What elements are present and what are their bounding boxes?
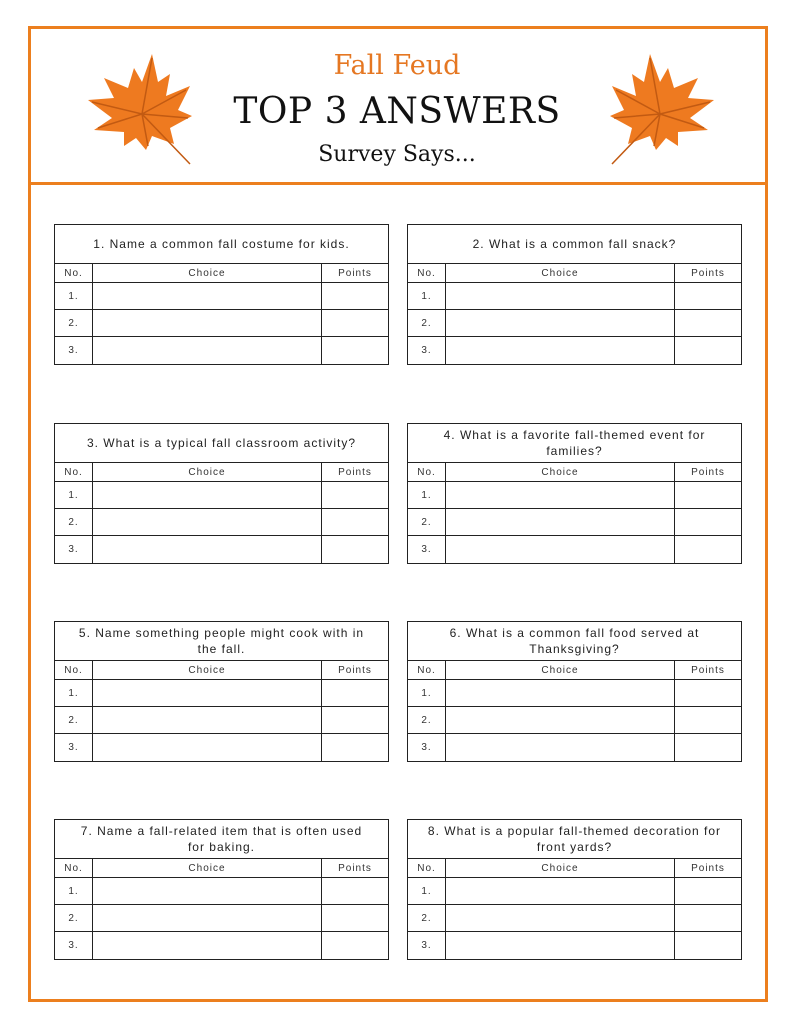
- no-header: No.: [408, 463, 446, 482]
- points-cell[interactable]: [675, 707, 741, 734]
- answer-table: [408, 264, 741, 364]
- points-cell[interactable]: [675, 932, 741, 959]
- answer-table: [408, 463, 741, 563]
- choice-header: Choice: [446, 661, 675, 680]
- no-header: No.: [55, 463, 93, 482]
- choice-cell[interactable]: [446, 482, 675, 509]
- choice-cell[interactable]: [93, 509, 322, 536]
- points-header: Points: [322, 264, 388, 283]
- points-cell[interactable]: [322, 878, 388, 905]
- answer-table: [408, 661, 741, 761]
- points-cell[interactable]: [675, 734, 741, 761]
- choice-cell[interactable]: [93, 482, 322, 509]
- question-text: 7. Name a fall-related item that is often used for baking.: [55, 820, 388, 859]
- answer-table: [55, 661, 388, 761]
- row-number: 2.: [408, 310, 446, 337]
- choice-cell[interactable]: [446, 734, 675, 761]
- points-cell[interactable]: [322, 509, 388, 536]
- choice-header: Choice: [93, 859, 322, 878]
- answer-table: [55, 264, 388, 364]
- row-number: 2.: [55, 509, 93, 536]
- survey-question-card: [54, 621, 389, 762]
- choice-cell[interactable]: [446, 707, 675, 734]
- choice-cell[interactable]: [446, 310, 675, 337]
- survey-question-card: [54, 819, 389, 960]
- question-text: 2. What is a common fall snack?: [408, 225, 741, 264]
- no-header: No.: [55, 264, 93, 283]
- points-cell[interactable]: [322, 536, 388, 563]
- question-text: 6. What is a common fall food served at Thanksgiving?: [408, 622, 741, 661]
- choice-cell[interactable]: [93, 536, 322, 563]
- row-number: 2.: [55, 905, 93, 932]
- answer-table: [55, 463, 388, 563]
- points-cell[interactable]: [675, 680, 741, 707]
- choice-cell[interactable]: [93, 707, 322, 734]
- points-header: Points: [675, 859, 741, 878]
- choice-cell[interactable]: [446, 337, 675, 364]
- question-text: 5. Name something people might cook with in the fall.: [55, 622, 388, 661]
- points-cell[interactable]: [322, 734, 388, 761]
- choice-header: Choice: [93, 463, 322, 482]
- choice-cell[interactable]: [446, 509, 675, 536]
- page-title: TOP 3 ANSWERS: [233, 91, 561, 132]
- header-divider: [31, 182, 765, 185]
- brand-title: Fall Feud: [333, 50, 461, 81]
- choice-cell[interactable]: [446, 905, 675, 932]
- row-number: 2.: [408, 707, 446, 734]
- question-text: 1. Name a common fall costume for kids.: [55, 225, 388, 264]
- no-header: No.: [408, 264, 446, 283]
- choice-cell[interactable]: [446, 283, 675, 310]
- choice-header: Choice: [446, 463, 675, 482]
- points-cell[interactable]: [675, 482, 741, 509]
- points-cell[interactable]: [675, 509, 741, 536]
- no-header: No.: [55, 859, 93, 878]
- row-number: 1.: [55, 878, 93, 905]
- choice-header: Choice: [93, 264, 322, 283]
- choice-cell[interactable]: [93, 734, 322, 761]
- no-header: No.: [408, 661, 446, 680]
- row-number: 3.: [408, 734, 446, 761]
- row-number: 3.: [408, 337, 446, 364]
- choice-cell[interactable]: [93, 878, 322, 905]
- row-number: 1.: [55, 283, 93, 310]
- survey-question-card: [407, 224, 742, 365]
- points-cell[interactable]: [322, 707, 388, 734]
- points-cell[interactable]: [322, 337, 388, 364]
- row-number: 1.: [408, 283, 446, 310]
- points-cell[interactable]: [675, 536, 741, 563]
- points-cell[interactable]: [675, 337, 741, 364]
- row-number: 3.: [55, 932, 93, 959]
- choice-cell[interactable]: [93, 932, 322, 959]
- points-header: Points: [322, 661, 388, 680]
- row-number: 2.: [408, 905, 446, 932]
- row-number: 1.: [55, 680, 93, 707]
- row-number: 3.: [55, 536, 93, 563]
- maple-leaf-icon: [606, 52, 716, 167]
- choice-header: Choice: [93, 661, 322, 680]
- row-number: 2.: [55, 707, 93, 734]
- row-number: 3.: [408, 536, 446, 563]
- choice-cell[interactable]: [93, 905, 322, 932]
- row-number: 2.: [408, 509, 446, 536]
- choice-cell[interactable]: [446, 932, 675, 959]
- row-number: 3.: [55, 337, 93, 364]
- points-cell[interactable]: [322, 932, 388, 959]
- row-number: 3.: [55, 734, 93, 761]
- choice-cell[interactable]: [93, 680, 322, 707]
- points-cell[interactable]: [675, 283, 741, 310]
- survey-question-card: [54, 423, 389, 564]
- row-number: 1.: [55, 482, 93, 509]
- question-text: 3. What is a typical fall classroom activity?: [55, 424, 388, 463]
- choice-header: Choice: [446, 859, 675, 878]
- choice-cell[interactable]: [446, 680, 675, 707]
- survey-question-card: [407, 819, 742, 960]
- row-number: 1.: [408, 878, 446, 905]
- points-cell[interactable]: [322, 310, 388, 337]
- points-cell[interactable]: [675, 905, 741, 932]
- choice-cell[interactable]: [446, 878, 675, 905]
- choice-cell[interactable]: [446, 536, 675, 563]
- question-text: 4. What is a favorite fall-themed event for families?: [408, 424, 741, 463]
- points-cell[interactable]: [675, 310, 741, 337]
- choice-header: Choice: [446, 264, 675, 283]
- survey-question-card: [407, 621, 742, 762]
- page-subtitle: Survey Says...: [318, 142, 476, 167]
- points-header: Points: [675, 463, 741, 482]
- points-cell[interactable]: [322, 482, 388, 509]
- points-header: Points: [675, 264, 741, 283]
- maple-leaf-icon: [86, 52, 196, 167]
- points-cell[interactable]: [322, 905, 388, 932]
- points-cell[interactable]: [675, 878, 741, 905]
- points-header: Points: [322, 463, 388, 482]
- survey-question-card: [54, 224, 389, 365]
- choice-cell[interactable]: [93, 310, 322, 337]
- row-number: 3.: [408, 932, 446, 959]
- answer-table: [55, 859, 388, 959]
- choice-cell[interactable]: [93, 337, 322, 364]
- no-header: No.: [408, 859, 446, 878]
- points-header: Points: [675, 661, 741, 680]
- points-cell[interactable]: [322, 283, 388, 310]
- question-text: 8. What is a popular fall-themed decoration for front yards?: [408, 820, 741, 859]
- survey-question-card: [407, 423, 742, 564]
- row-number: 1.: [408, 680, 446, 707]
- row-number: 2.: [55, 310, 93, 337]
- choice-cell[interactable]: [93, 283, 322, 310]
- no-header: No.: [55, 661, 93, 680]
- row-number: 1.: [408, 482, 446, 509]
- answer-table: [408, 859, 741, 959]
- points-header: Points: [322, 859, 388, 878]
- points-cell[interactable]: [322, 680, 388, 707]
